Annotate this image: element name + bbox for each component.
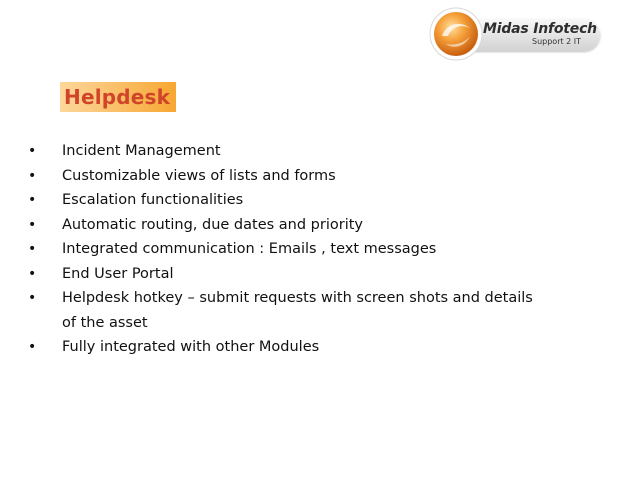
bullet-text: End User Portal xyxy=(62,265,174,282)
bullet-icon: • xyxy=(28,265,37,282)
bullet-text: Integrated communication : Emails , text messages xyxy=(62,241,437,257)
bullet-icon: • xyxy=(28,167,37,184)
bullet-item xyxy=(0,139,638,164)
bullet-item xyxy=(0,262,638,287)
bullet-icon: • xyxy=(28,290,37,306)
bullet-item xyxy=(0,335,638,360)
logo-emblem-icon xyxy=(428,6,484,62)
logo-tagline: Support 2 IT xyxy=(532,37,582,46)
bullet-text: Incident Management xyxy=(62,143,221,159)
slide-title: Helpdesk xyxy=(64,85,171,109)
bullet-text: Helpdesk hotkey – submit requests with screen shots and details xyxy=(62,290,533,306)
bullet-text-continuation: of the asset xyxy=(62,314,148,331)
logo-name: Midas Infotech xyxy=(483,21,597,37)
bullet-icon: • xyxy=(28,241,37,257)
bullet-text: Automatic routing, due dates and priority xyxy=(62,216,363,233)
bullet-icon: • xyxy=(28,216,37,233)
title-highlight xyxy=(60,82,176,112)
bullet-list xyxy=(0,139,638,360)
bullet-icon: • xyxy=(28,143,37,159)
bullet-icon: • xyxy=(28,192,37,208)
bullet-icon: • xyxy=(28,339,37,355)
bullet-item xyxy=(0,213,638,238)
bullet-item xyxy=(0,188,638,213)
bullet-text: Escalation functionalities xyxy=(62,192,244,208)
bullet-text: Customizable views of lists and forms xyxy=(62,167,336,184)
bullet-item xyxy=(0,286,638,335)
company-logo xyxy=(428,6,604,62)
bullet-item xyxy=(0,164,638,189)
bullet-text: Fully integrated with other Modules xyxy=(62,339,320,355)
bullet-item xyxy=(0,237,638,262)
